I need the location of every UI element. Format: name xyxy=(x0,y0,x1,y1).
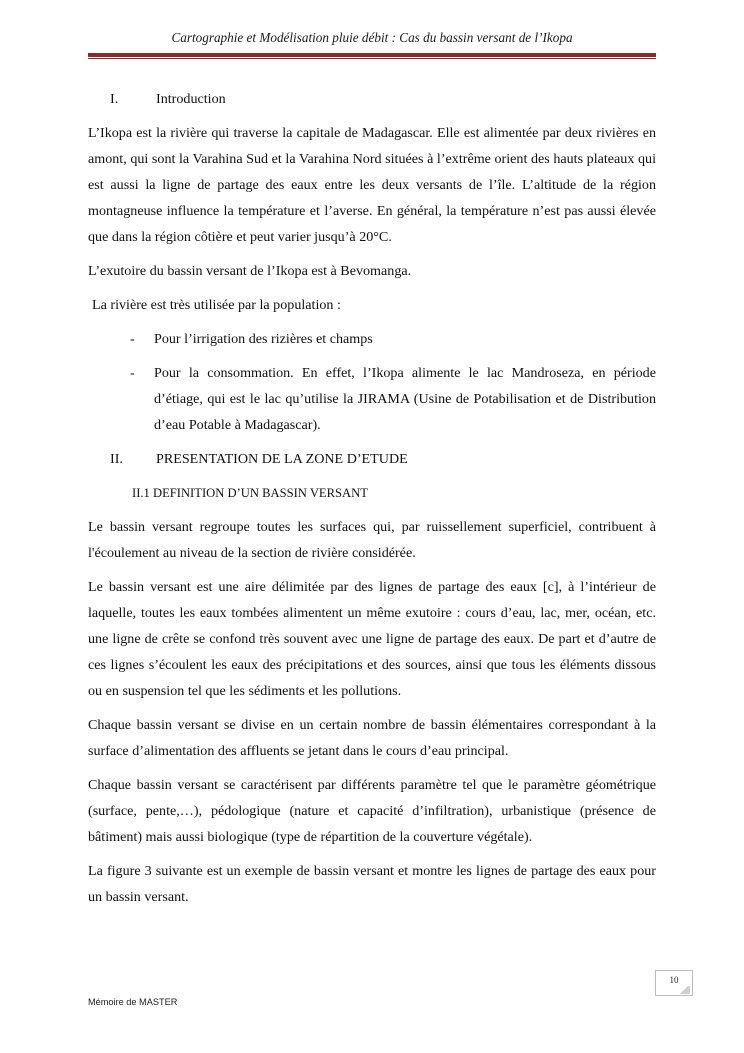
section-number: I. xyxy=(110,91,119,107)
paragraph-figure: La figure 3 suivante est un exemple de bassin versant et montre les lignes de partage des eaux pour un bassin versant. xyxy=(88,863,656,905)
section-heading-introduction xyxy=(88,86,656,112)
section-title: Introduction xyxy=(156,91,226,107)
paragraph-definition: Le bassin versant regroupe toutes les surfaces qui, par ruissellement superficiel, contribuent à l'écoulement au niveau de la section de rivière considérée. xyxy=(88,519,656,561)
paragraph-usage: La rivière est très utilisée par la population : xyxy=(92,297,341,313)
page-body xyxy=(88,86,656,918)
paragraph-division: Chaque bassin versant se divise en un certain nombre de bassin élémentaires correspondant à la surface d’alimentation des affluents se jetant dans le cours d’eau principal. xyxy=(88,717,656,759)
header-rule-thin xyxy=(88,58,656,59)
paragraph-ikopa: L’Ikopa est la rivière qui traverse la capitale de Madagascar. Elle est alimentée par deux rivières en amont, qui sont la Varahina Sud et la Varahina Nord situées à l’extrême orient des hauts plateaux qui est aussi la ligne de partage des eaux entre les deux versants de l’île. L’altitude de la région montagneuse influence la température et l’averse. En général, la température n’est pas aussi élevée que dans la région côtière et peut varier jusqu’à 20°C. xyxy=(88,125,656,245)
bullet-dash: - xyxy=(130,331,135,347)
footer-text: Mémoire de MASTER xyxy=(88,997,178,1007)
bullet-dash: - xyxy=(130,365,135,381)
page-curl-icon xyxy=(678,986,690,994)
list-item xyxy=(88,360,656,438)
bullet-text: Pour l’irrigation des rizières et champs xyxy=(154,331,373,347)
header-rule xyxy=(88,53,656,57)
section-title: PRESENTATION DE LA ZONE D’ETUDE xyxy=(156,451,408,467)
page-number: 10 xyxy=(655,970,693,996)
subsection-heading: II.1 DEFINITION D’UN BASSIN VERSANT xyxy=(132,486,368,500)
paragraph-aire: Le bassin versant est une aire délimitée par des lignes de partage des eaux [c], à l’intérieur de laquelle, toutes les eaux tombées alimentent un même exutoire : cours d’eau, lac, mer, océan, etc. une ligne de crête se confond très souvent avec une ligne de partage des eaux. De part et d’autre de ces lignes s’écoulent les eaux des précipitations et des sources, ainsi que tous les éléments dissous ou en suspension tel que les sédiments et les pollutions. xyxy=(88,579,656,699)
paragraph-exutoire: L’exutoire du bassin versant de l’Ikopa est à Bevomanga. xyxy=(88,263,412,279)
list-item xyxy=(88,326,656,352)
bullet-text: Pour la consommation. En effet, l’Ikopa alimente le lac Mandroseza, en période d’étiage, qui est le lac qu’utilise la JIRAMA (Usine de Potabilisation et de Distribution d’eau Potable à Madagascar). xyxy=(154,365,656,433)
paragraph-parametres: Chaque bassin versant se caractérisent par différents paramètre tel que le paramètre géométrique (surface, pente,…), pédologique (nature et capacité d’infiltration), urbanistique (présence de bâtiment) mais aussi biologique (type de répartition de la couverture végétale). xyxy=(88,777,656,845)
running-header: Cartographie et Modélisation pluie débit : Cas du bassin versant de l’Ikopa xyxy=(171,30,573,45)
section-number: II. xyxy=(110,451,123,467)
section-heading-zone xyxy=(88,446,656,472)
